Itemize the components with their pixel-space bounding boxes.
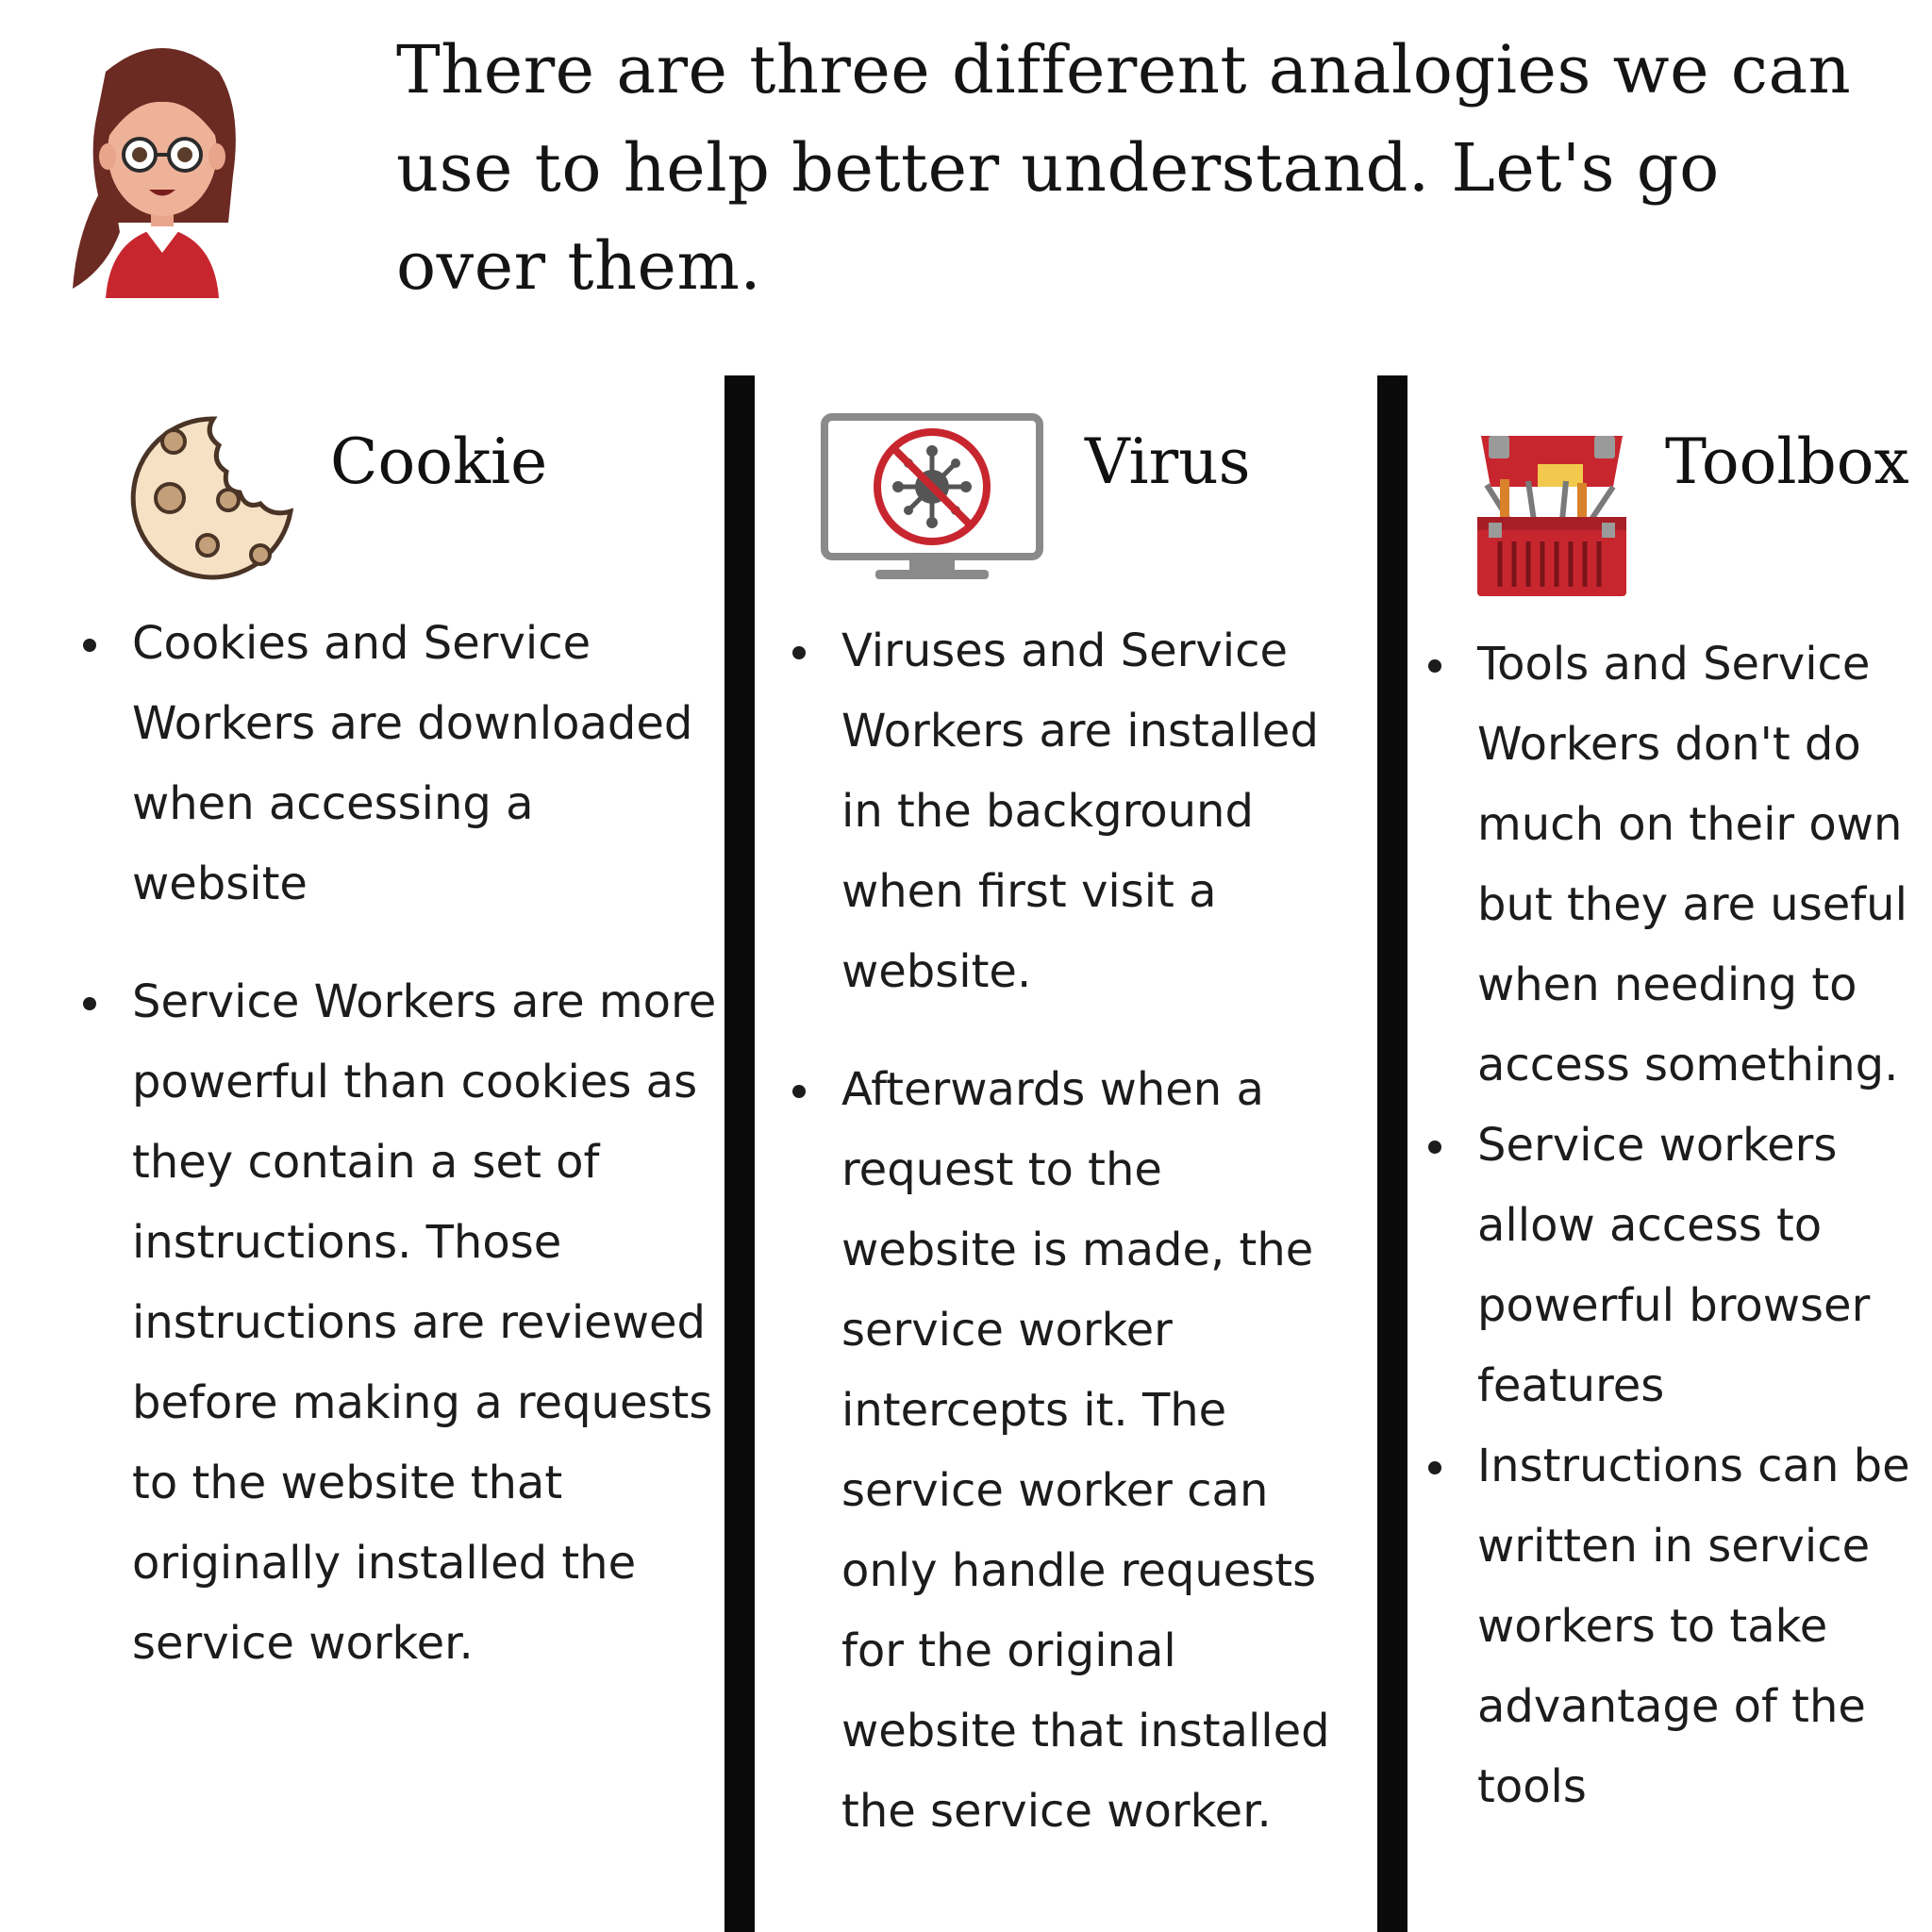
toolbox-bullet-list (1421, 625, 1911, 1827)
virus-monitor-icon (819, 411, 1045, 585)
bullet-dot (83, 639, 96, 652)
bullet-dot (1428, 1141, 1441, 1154)
bullet-dot (83, 997, 96, 1010)
column-divider (724, 375, 755, 1932)
bullet-dot (792, 1085, 806, 1098)
list-item: Service Workers are more powerful than cookies as they contain a set of instructions. Those instructions are reviewed before making a requests to the website that originally installed the service worker. (75, 962, 717, 1684)
list-item: Instructions can be written in service workers to take advantage of the tools (1421, 1426, 1911, 1827)
bullet-dot (1428, 659, 1441, 673)
intro-text: There are three different analogies we can use to help better understand. Let's go over them. (396, 31, 1852, 305)
list-item: Afterwards when a request to the website is made, the service worker intercepts it. The service worker can only handle requests for the original website that installed the service worker. (785, 1050, 1351, 1852)
list-item: Cookies and Service Workers are downloaded when accessing a website (75, 604, 717, 924)
virus-bullet-list (785, 611, 1351, 1890)
column-title-cookie: Cookie (330, 425, 548, 498)
toolbox-icon (1472, 430, 1632, 602)
bullet-dot (1428, 1461, 1441, 1474)
list-item: Viruses and Service Workers are installed in the background when first visit a website. (785, 611, 1351, 1012)
list-item: Service workers allow access to powerful browser features (1421, 1106, 1911, 1426)
teacher-avatar-icon (68, 34, 257, 298)
list-item: Tools and Service Workers don't do much on their own but they are useful when needing to access something. (1421, 625, 1911, 1106)
column-title-virus: Virus (1085, 425, 1251, 498)
column-title-toolbox: Toolbox (1665, 425, 1909, 498)
cookie-bullet-list (75, 604, 717, 1722)
cookie-icon (128, 413, 298, 583)
bullet-dot (792, 646, 806, 659)
column-divider (1377, 375, 1407, 1932)
